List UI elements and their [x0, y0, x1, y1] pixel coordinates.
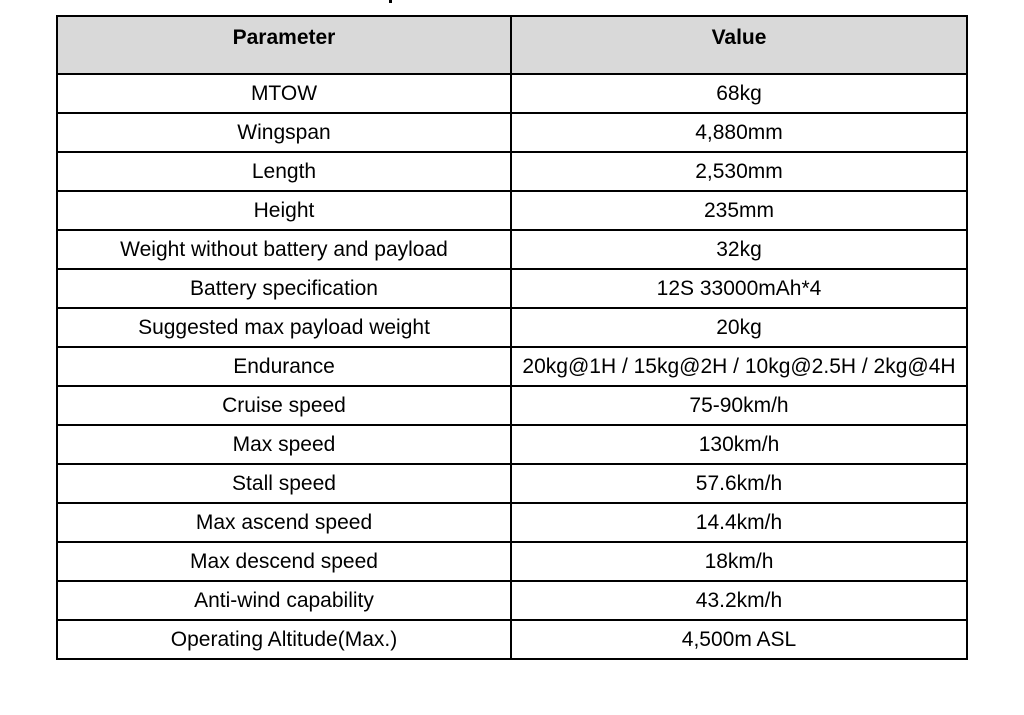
parameter-cell: Cruise speed	[57, 386, 511, 425]
value-cell: 57.6km/h	[511, 464, 967, 503]
table-row	[57, 269, 967, 308]
parameter-cell: Weight without battery and payload	[57, 230, 511, 269]
endurance-value: 20kg@1H / 15kg@2H / 10kg@2.5H / 2kg@4H	[522, 354, 956, 378]
value-cell	[511, 347, 967, 386]
parameter-cell: Wingspan	[57, 113, 511, 152]
value-cell: 235mm	[511, 191, 967, 230]
value-cell: 4,880mm	[511, 113, 967, 152]
specification-table	[56, 15, 968, 660]
table-row	[57, 503, 967, 542]
header-parameter: Parameter	[57, 16, 511, 74]
parameter-cell: Max descend speed	[57, 542, 511, 581]
table-row	[57, 347, 967, 386]
table-row	[57, 581, 967, 620]
table-row	[57, 74, 967, 113]
parameter-cell: Suggested max payload weight	[57, 308, 511, 347]
table-row	[57, 464, 967, 503]
parameter-cell: Height	[57, 191, 511, 230]
value-cell: 75-90km/h	[511, 386, 967, 425]
parameter-cell: MTOW	[57, 74, 511, 113]
parameter-cell: Length	[57, 152, 511, 191]
parameter-cell: Battery specification	[57, 269, 511, 308]
table-row	[57, 230, 967, 269]
value-cell: 4,500m ASL	[511, 620, 967, 659]
parameter-cell: Operating Altitude(Max.)	[57, 620, 511, 659]
table-row	[57, 113, 967, 152]
table-row	[57, 620, 967, 659]
value-cell: 68kg	[511, 74, 967, 113]
table-row	[57, 308, 967, 347]
table-row	[57, 425, 967, 464]
table-row	[57, 386, 967, 425]
value-cell: 20kg	[511, 308, 967, 347]
parameter-cell: Max ascend speed	[57, 503, 511, 542]
value-cell: 2,530mm	[511, 152, 967, 191]
parameter-cell: Max speed	[57, 425, 511, 464]
table-header-row	[57, 16, 967, 74]
value-cell: 43.2km/h	[511, 581, 967, 620]
parameter-cell: Anti-wind capability	[57, 581, 511, 620]
table-row	[57, 191, 967, 230]
value-cell: 32kg	[511, 230, 967, 269]
cropped-title-fragment	[387, 0, 399, 4]
value-cell: 12S 33000mAh*4	[511, 269, 967, 308]
table-row	[57, 542, 967, 581]
table-row	[57, 152, 967, 191]
value-cell: 18km/h	[511, 542, 967, 581]
header-value: Value	[511, 16, 967, 74]
parameter-cell: Endurance	[57, 347, 511, 386]
value-cell: 14.4km/h	[511, 503, 967, 542]
parameter-cell: Stall speed	[57, 464, 511, 503]
value-cell: 130km/h	[511, 425, 967, 464]
